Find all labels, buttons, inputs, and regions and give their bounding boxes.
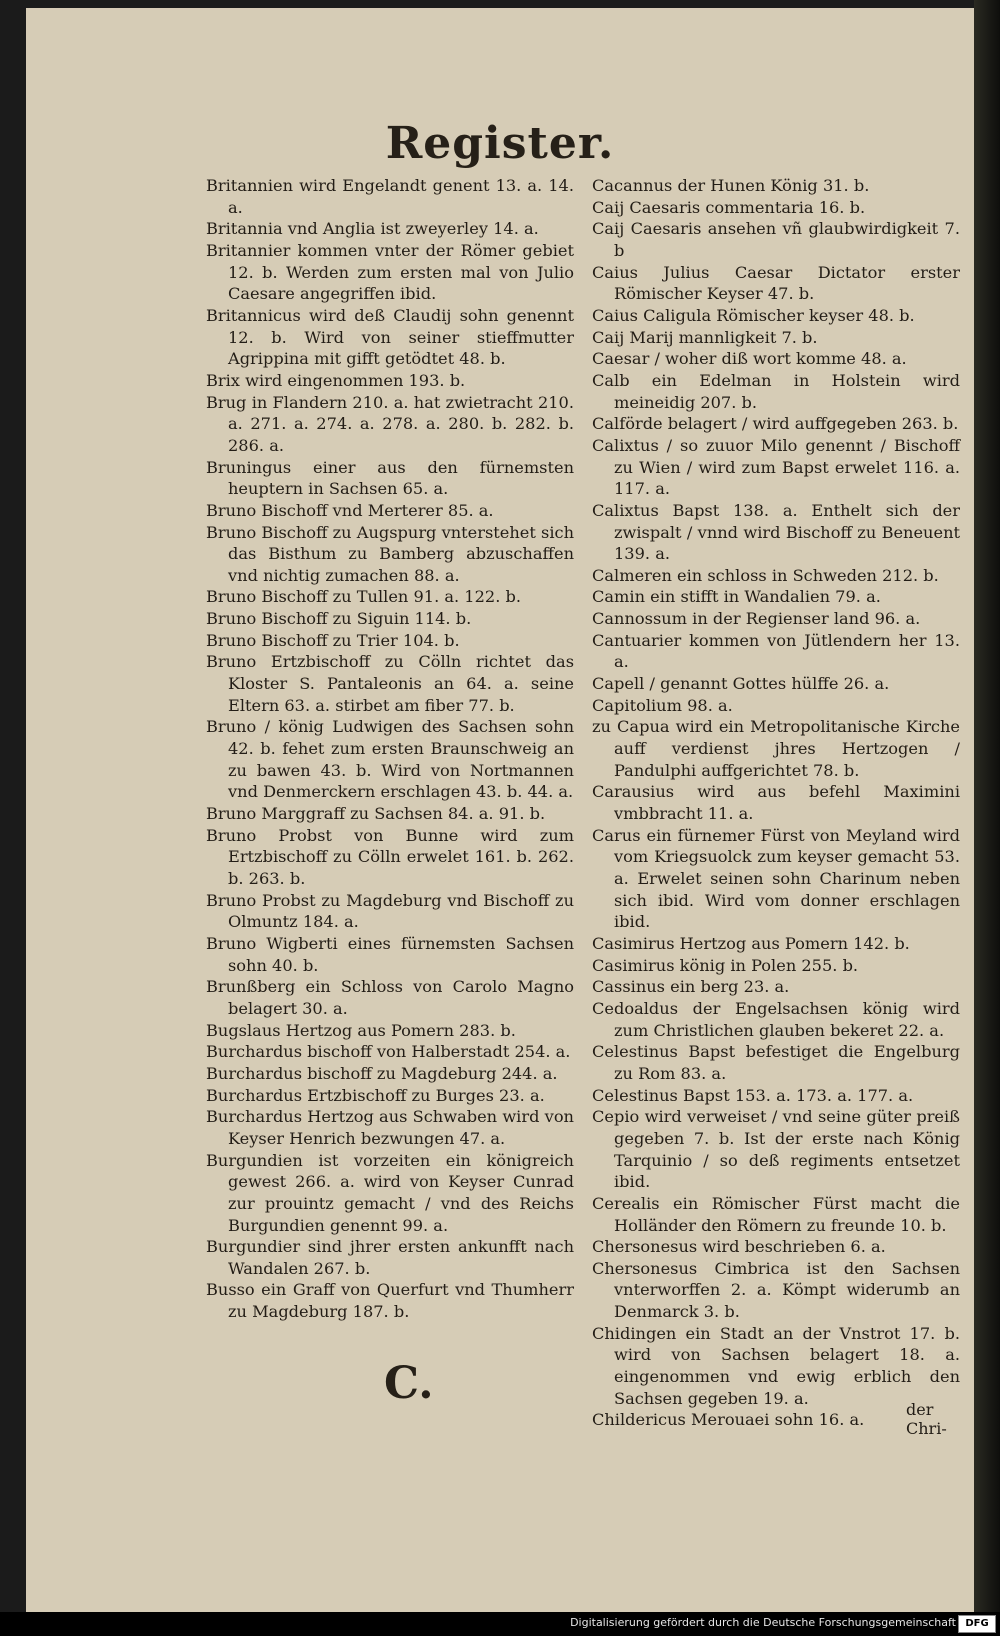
index-column-left [206,175,574,1323]
index-entry: Bruno Ertzbischoff zu Cölln richtet das Kloster S. Pantaleonis an 64. a. seine Eltern 63. a. stirbet am fiber 77. b. [206,652,574,715]
index-entry: Bruno Bischoff zu Tullen 91. a. 122. b. [206,587,521,607]
index-entry: Britannien wird Engelandt genent 13. a. 14. a. [206,176,574,217]
index-entry: Burchardus bischoff zu Magdeburg 244. a. [206,1063,558,1083]
index-entry: Caij Caesaris commentaria 16. b. [592,197,866,217]
index-entry: Busso ein Graff von Querfurt vnd Thumherr zu Magdeburg 187. b. [206,1280,574,1322]
index-entry: Carus ein fürnemer Fürst von Meyland wird vom Kriegsuolck zum keyser gemacht 53. a. Erwelet seinen sohn Charinum neben sich ibid. Wird vom donner erschlagen ibid. [592,825,960,932]
index-entry: Caesar / woher diß wort komme 48. a. [592,349,907,369]
index-entry: zu Capua wird ein Metropolitanische Kirche auff verdienst jhres Hertzogen / Pandulphi auffgerichtet 78. b. [592,717,960,780]
index-entry: Cannossum in der Regienser land 96. a. [592,609,921,629]
index-entry: Capell / genannt Gottes hülffe 26. a. [592,674,890,694]
document-page [26,8,974,1612]
index-entry: Brix wird eingenommen 193. b. [206,370,466,390]
index-entry: Calixtus Bapst 138. a. Enthelt sich der zwispalt / vnnd wird Bischoff zu Beneuent 139. a. [592,500,960,564]
index-entry: Bruno Wigberti eines fürnemsten Sachsen sohn 40. b. [206,933,574,975]
index-entry: Burchardus Ertzbischoff zu Burges 23. a. [206,1085,545,1105]
index-entry: Cerealis ein Römischer Fürst macht die Holländer den Römern zu freunde 10. b. [592,1193,960,1235]
index-entry: Cantuarier kommen von Jütlendern her 13. a. [592,630,960,672]
catchword: der Chri- [906,1400,947,1438]
index-entry: Chidingen ein Stadt an der Vnstrot 17. b. wird von Sachsen belagert 18. a. eingenommen vnd ewig erblich den Sachsen gegeben 19. a. [592,1323,960,1408]
footer-bar [0,1612,1000,1636]
index-entry: Bruno / könig Ludwigen des Sachsen sohn 42. b. fehet zum ersten Braunschweig an zu bawen 43. b. Wird von Nortmannen vnd Denmerckern erschlagen 43. b. 44. a. [206,717,574,802]
index-entry: Bruno Probst von Bunne wird zum Ertzbischoff zu Cölln erwelet 161. b. 262. b. 263. b. [206,825,574,888]
index-entry: Calmeren ein schloss in Schweden 212. b. [592,565,939,585]
index-entry: Bruno Bischoff zu Augspurg vnterstehet sich das Bisthum zu Bamberg abzuschaffen vnd nichtig zumachen 88. a. [206,522,574,585]
page-title: Register. [385,118,615,169]
index-entry: Bruno Bischoff vnd Merterer 85. a. [206,500,494,520]
index-entry: Casimirus Hertzog aus Pomern 142. b. [592,933,910,953]
index-entry: Britannia vnd Anglia ist zweyerley 14. a. [206,219,539,239]
index-entry: Childericus Merouaei sohn 16. a. [592,1410,865,1430]
index-entry: Burgundier sind jhrer ersten ankunfft nach Wandalen 267. b. [206,1237,574,1278]
index-column-right [592,175,960,1431]
index-entry: Bruno Probst zu Magdeburg vnd Bischoff zu Olmuntz 184. a. [206,890,574,932]
index-entry: Caij Marij mannligkeit 7. b. [592,327,818,347]
index-entry: Celestinus Bapst 153. a. 173. a. 177. a. [592,1085,914,1105]
index-entry: Bruningus einer aus den fürnemsten heuptern in Sachsen 65. a. [206,457,574,499]
index-entry: Casimirus könig in Polen 255. b. [592,955,859,975]
index-entry: Calförde belagert / wird auffgegeben 263. b. [592,414,959,434]
index-entry: Calixtus / so zuuor Milo genennt / Bischoff zu Wien / wird zum Bapst erwelet 116. a. 117. a. [592,435,960,499]
index-entry: Britannicus wird deß Claudij sohn genennt 12. b. Wird von seiner stieffmutter Agrippina mit gifft getödtet 48. b. [206,305,574,369]
index-entry: Bruno Bischoff zu Trier 104. b. [206,630,460,650]
index-entry: Capitolium 98. a. [592,695,733,715]
index-entry: Burchardus bischoff von Halberstadt 254. a. [206,1042,571,1062]
index-entry: Cedoaldus der Engelsachsen könig wird zum Christlichen glauben bekeret 22. a. [592,998,960,1040]
index-entry: Cepio wird verweiset / vnd seine güter preiß gegeben 7. b. Ist der erste nach König Tarquinio / so deß regiments entsetzet ibid. [592,1107,960,1192]
index-entry: Caij Caesaris ansehen vñ glaubwirdigkeit 7. b [592,219,960,260]
index-entry: Caius Julius Caesar Dictator erster Römischer Keyser 47. b. [592,262,960,304]
index-entry: Bruno Marggraff zu Sachsen 84. a. 91. b. [206,804,546,824]
dfg-logo: DFG [958,1615,996,1633]
index-entry: Calb ein Edelman in Holstein wird meineidig 207. b. [592,370,960,412]
section-letter: C. [384,1358,434,1409]
funding-notice: Digitalisierung gefördert durch die Deutsche Forschungsgemeinschaft [570,1616,956,1629]
index-entry: Bugslaus Hertzog aus Pomern 283. b. [206,1020,516,1040]
index-entry: Camin ein stifft in Wandalien 79. a. [592,587,881,607]
index-entry: Chersonesus Cimbrica ist den Sachsen vnterworffen 2. a. Kömpt widerumb an Denmarck 3. b. [592,1258,960,1322]
index-entry: Cassinus ein berg 23. a. [592,977,790,997]
index-entry: Carausius wird aus befehl Maximini vmbbracht 11. a. [592,782,960,824]
index-entry: Brunßberg ein Schloss von Carolo Magno belagert 30. a. [206,977,574,1018]
index-entry: Caius Caligula Römischer keyser 48. b. [592,305,915,325]
index-entry: Chersonesus wird beschrieben 6. a. [592,1237,886,1257]
index-entry: Bruno Bischoff zu Siguin 114. b. [206,609,472,629]
index-entry: Burchardus Hertzog aus Schwaben wird von Keyser Henrich bezwungen 47. a. [206,1107,574,1148]
index-entry: Cacannus der Hunen König 31. b. [592,176,870,195]
index-entry: Brug in Flandern 210. a. hat zwietracht 210. a. 271. a. 274. a. 278. a. 280. b. 282. b. 286. a. [206,392,574,455]
index-entry: Burgundien ist vorzeiten ein königreich gewest 266. a. wird von Keyser Cunrad zur prouintz gemacht / vnd des Reichs Burgundien genennt 99. a. [206,1150,574,1235]
index-entry: Britannier kommen vnter der Römer gebiet 12. b. Werden zum ersten mal von Julio Caesare angegriffen ibid. [206,240,574,304]
book-gutter [974,0,1000,1612]
index-entry: Celestinus Bapst befestiget die Engelburg zu Rom 83. a. [592,1042,960,1083]
